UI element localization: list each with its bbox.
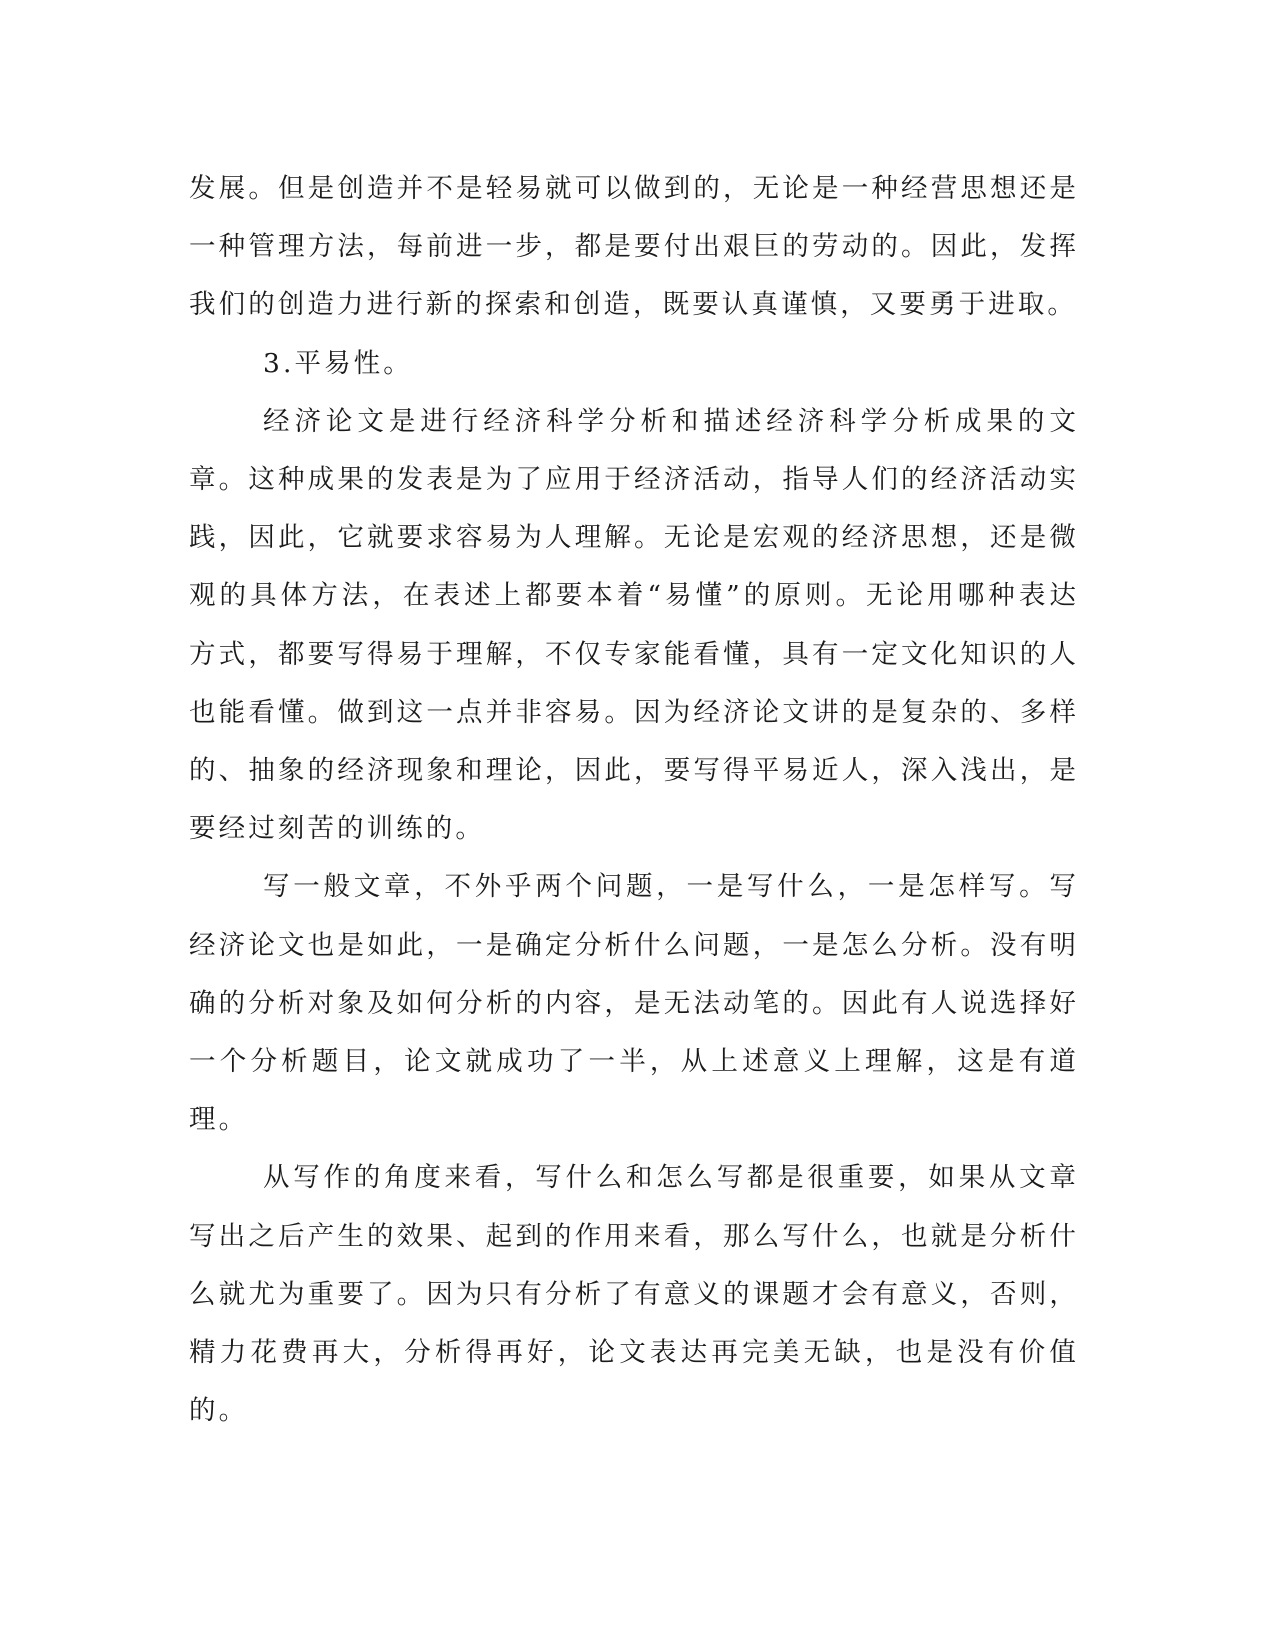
- paragraph-importance: 从写作的角度来看，写什么和怎么写都是很重要，如果从文章写出之后产生的效果、起到的作用来看，那么写什么，也就是分析什么就尤为重要了。因为只有分析了有意义的课题才会有意义，否则，精力花费再大，分析得再好，论文表达再完美无缺，也是没有价值的。: [189, 1162, 1079, 1427]
- paragraph-continuation: 发展。但是创造并不是轻易就可以做到的，无论是一种经营思想还是一种管理方法，每前进一步，都是要付出艰巨的劳动的。因此，发挥我们的创造力进行新的探索和创造，既要认真谨慎，又要勇于进取。: [189, 173, 1079, 321]
- paragraph-plainness: 经济论文是进行经济科学分析和描述经济科学分析成果的文章。这种成果的发表是为了应用于经济活动，指导人们的经济活动实践，因此，它就要求容易为人理解。无论是宏观的经济思想，还是微观的具体方法，在表述上都要本着“易懂”的原则。无论用哪种表达方式，都要写得易于理解，不仅专家能看懂，具有一定文化知识的人也能看懂。做到这一点并非容易。因为经济论文讲的是复杂的、多样的、抽象的经济现象和理论，因此，要写得平易近人，深入浅出，是要经过刻苦的训练的。: [189, 405, 1079, 845]
- paragraph-what-and-how: 写一般文章，不外乎两个问题，一是写什么，一是怎样写。写经济论文也是如此，一是确定分析什么问题，一是怎么分析。没有明确的分析对象及如何分析的内容，是无法动笔的。因此有人说选择好一个分析题目，论文就成功了一半，从上述意义上理解，这是有道理。: [189, 871, 1079, 1136]
- section-heading: 3.平易性。: [263, 347, 413, 379]
- document-body: [189, 160, 1079, 1440]
